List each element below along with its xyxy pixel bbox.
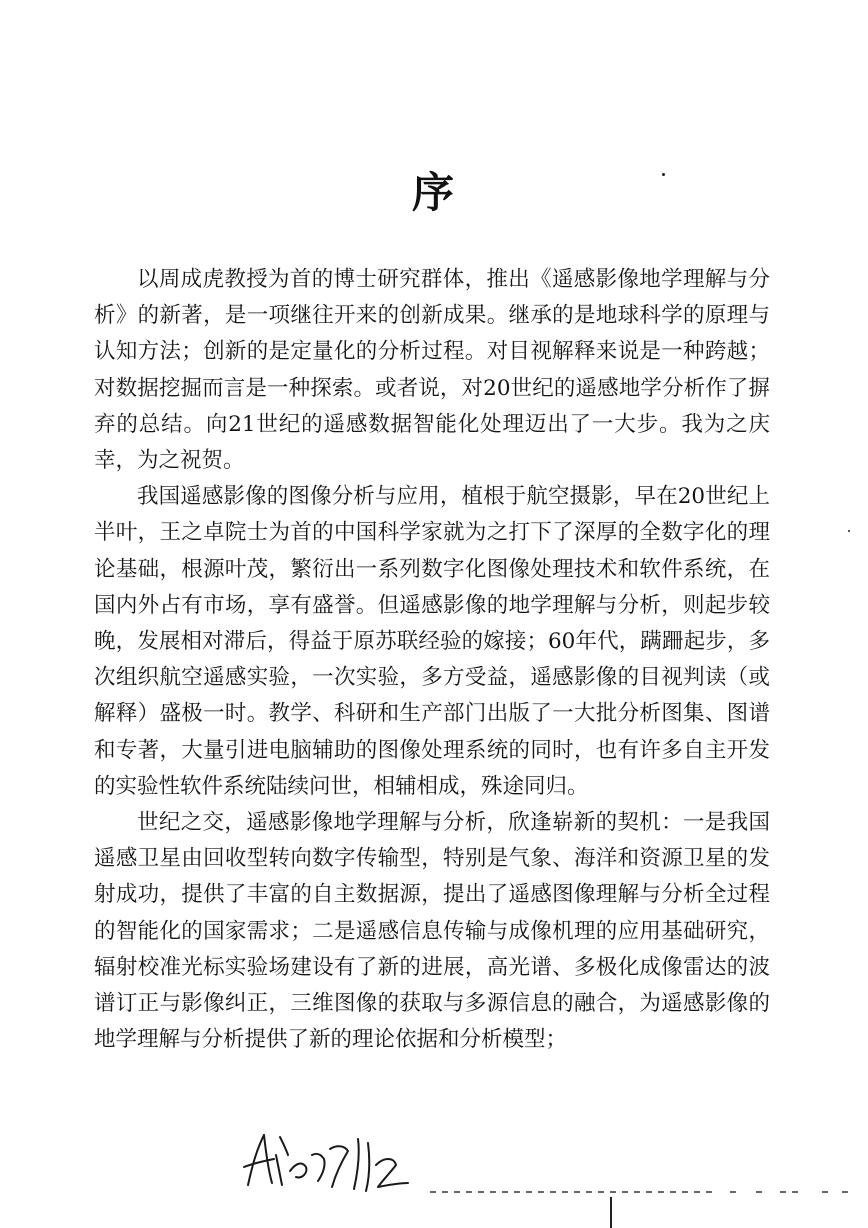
scan-edge-mark (610, 1197, 612, 1228)
scan-dashed-line (430, 1189, 860, 1195)
paragraph-2: 我国遥感影像的图像分析与应用，植根于航空摄影，早在20世纪上半叶，王之卓院士为首的中国科学家就为之打下了深厚的全数字化的理论基础，根源叶茂，繁衍出一系列数字化图像处理技术和软件系统，在国内外占有市场，享有盛誉。但遥感影像的地学理解与分析，则起步较晚，发展相对滞后，得益于原苏联经验的嫁接；60年代，蹒跚起步，多次组织航空遥感实验，一次实验，多方受益，遥感影像的目视判读（或解释）盛极一时。教学、科研和生产部门出版了一大批分析图集、图谱和专著，大量引进电脑辅助的图像处理系统的同时，也有许多自主开发的实验性软件系统陆续问世，相辅相成，殊途同归。 (94, 484, 770, 799)
handwritten-mark (230, 1115, 420, 1195)
preface-body (94, 262, 770, 1058)
paragraph-3: 世纪之交，遥感影像地学理解与分析，欣逢崭新的契机：一是我国遥感卫星由回收型转向数字传输型，特别是气象、海洋和资源卫星的发射成功，提供了丰富的自主数据源，提出了遥感图像理解与分析全过程的智能化的国家需求；二是遥感信息传输与成像机理的应用基础研究，辐射校准光标实验场建设有了新的进展，高光谱、多极化成像雷达的波谱订正与影像纠正，三维图像的获取与多源信息的融合，为遥感影像的地学理解与分析提供了新的理论依据和分析模型； (94, 810, 770, 1053)
paragraph-1: 以周成虎教授为首的博士研究群体，推出《遥感影像地学理解与分析》的新著，是一项继往开来的创新成果。继承的是地球科学的原理与认知方法；创新的是定量化的分析过程。对目视解释来说是一种跨越；对数据挖掘而言是一种探索。或者说，对20世纪的遥感地学分析作了摒弃的总结。向21世纪的遥感数据智能化处理迈出了一大步。我为之庆幸，为之祝贺。 (94, 267, 770, 474)
preface-title: 序 (411, 168, 456, 217)
scan-speck (848, 530, 850, 532)
